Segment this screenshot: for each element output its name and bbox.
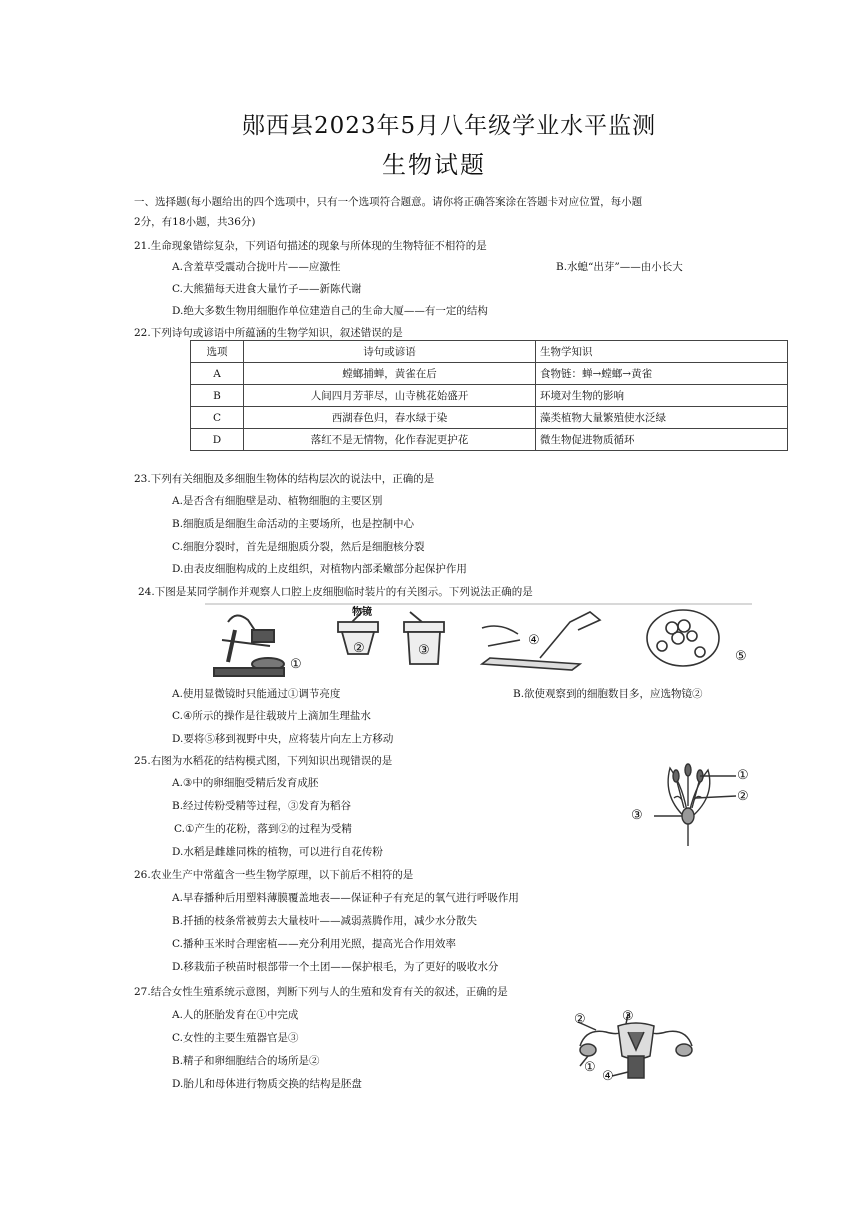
q22-table [190, 340, 788, 451]
reproductive-system-figure [566, 1010, 706, 1090]
table-cell: A [191, 363, 244, 385]
table-row [191, 363, 788, 385]
q22-stem: 22.下列诗句或谚语中所蕴涵的生物学知识，叙述错误的是 [134, 327, 403, 339]
rice-marker-2: ② [737, 789, 749, 804]
q27-option-b: B.精子和卵细胞结合的场所是② [172, 1055, 320, 1067]
q24-option-b: B.欲使观察到的细胞数目多，应选物镜② [513, 688, 703, 700]
marker-2: ② [353, 641, 365, 656]
table-cell: 食物链：蝉→螳螂→黄雀 [536, 363, 788, 385]
field-of-view-drawing [647, 610, 719, 666]
table-cell: 落红不是无情物，化作春泥更护花 [244, 429, 536, 451]
table-header-cell: 生物学知识 [536, 341, 788, 363]
q25-option-a: A.③中的卵细胞受精后发育成胚 [172, 777, 319, 789]
repro-marker-2: ② [574, 1012, 586, 1027]
q24-option-a: A.使用显微镜时只能通过①调节亮度 [172, 688, 341, 700]
q23-stem: 23.下列有关细胞及多细胞生物体的结构层次的说法中，正确的是 [134, 473, 435, 485]
q23-option-b: B.细胞质是细胞生命活动的主要场所，也是控制中心 [172, 518, 415, 530]
q24-option-d: D.要将⑤移到视野中央，应将装片向左上方移动 [172, 733, 394, 745]
q26-option-d: D.移栽茄子秧苗时根部带一个土团——保护根毛，为了更好的吸收水分 [172, 961, 499, 973]
table-cell: 藻类植物大量繁殖使水泛绿 [536, 407, 788, 429]
q23-option-c: C.细胞分裂时，首先是细胞质分裂，然后是细胞核分裂 [172, 541, 425, 553]
table-cell: 螳螂捕蝉，黄雀在后 [244, 363, 536, 385]
q25-option-b: B.经过传粉受精等过程，③发育为稻谷 [172, 800, 352, 812]
q27-stem: 27.结合女性生殖系统示意图，判断下列与人的生殖和发育有关的叙述，正确的是 [134, 986, 508, 998]
q21-option-b: B.水螅“出芽”——由小长大 [556, 261, 683, 273]
q24-stem: 24.下图是某同学制作并观察人口腔上皮细胞临时装片的有关图示。下列说法正确的是 [138, 586, 533, 598]
page-title: 郧西县2023年5月八年级学业水平监测 [242, 113, 657, 139]
q24-option-c: C.④所示的操作是往载玻片上滴加生理盐水 [172, 710, 371, 722]
q27-option-d: D.胎儿和母体进行物质交换的结构是胚盘 [172, 1078, 362, 1090]
q23-option-d: D.由表皮细胞构成的上皮组织，对植物内部柔嫩部分起保护作用 [172, 563, 467, 575]
repro-marker-4: ④ [602, 1069, 614, 1084]
rice-marker-1: ① [737, 768, 749, 783]
q26-stem: 26.农业生产中常蕴含一些生物学原理，以下前后不相符的是 [134, 869, 414, 881]
repro-marker-3: ③ [622, 1009, 634, 1024]
table-row [191, 407, 788, 429]
marker-5: ⑤ [735, 649, 747, 664]
microscope-drawing [214, 615, 284, 676]
table-header-cell: 选项 [191, 341, 244, 363]
repro-marker-1: ① [584, 1060, 596, 1075]
dropper-slide-drawing [482, 612, 600, 670]
table-cell: C [191, 407, 244, 429]
marker-3: ③ [418, 643, 430, 658]
table-cell: 西湖春色归，春水绿于染 [244, 407, 536, 429]
q25-option-c: C.①产生的花粉，落到②的过程为受精 [174, 823, 352, 835]
table-cell: 人间四月芳菲尽，山寺桃花始盛开 [244, 385, 536, 407]
q27-option-c: C.女性的主要生殖器官是③ [172, 1032, 299, 1044]
marker-1: ① [290, 657, 302, 672]
q21-stem: 21.生命现象错综复杂，下列语句描述的现象与所体现的生物特征不相符的是 [134, 240, 487, 252]
q26-option-a: A.早春播种后用塑料薄膜覆盖地表——保证种子有充足的氧气进行呼吸作用 [172, 892, 519, 904]
q27-option-a: A.人的胚胎发育在①中完成 [172, 1009, 299, 1021]
rice-flower-figure [640, 758, 750, 854]
objective-label: 物镜 [352, 607, 372, 618]
table-cell: D [191, 429, 244, 451]
table-header-cell: 诗句或谚语 [244, 341, 536, 363]
section-instructions-line1: 一、选择题(每小题给出的四个选项中，只有一个选项符合题意。请你将正确答案涂在答题卡对应位置，每小题 [134, 196, 643, 208]
q25-stem: 25.右图为水稻花的结构模式图，下列知识出现错误的是 [134, 755, 393, 767]
table-row [191, 429, 788, 451]
table-row [191, 385, 788, 407]
page-subtitle: 生物试题 [382, 151, 486, 179]
q21-option-a: A.含羞草受震动合拢叶片——应激性 [172, 261, 341, 273]
section-instructions-line2: 2分，有18小题，共36分) [134, 216, 256, 228]
q26-option-b: B.扦插的枝条常被剪去大量枝叶——减弱蒸腾作用，减少水分散失 [172, 915, 478, 927]
table-cell: 环境对生物的影响 [536, 385, 788, 407]
table-cell: 微生物促进物质循环 [536, 429, 788, 451]
marker-4: ④ [528, 633, 540, 648]
q21-option-d: D.绝大多数生物用细胞作单位建造自己的生命大厦——有一定的结构 [172, 305, 488, 317]
table-header-row [191, 341, 788, 363]
q21-option-c: C.大熊猫每天进食大量竹子——新陈代谢 [172, 283, 362, 295]
q23-option-a: A.是否含有细胞壁是动、植物细胞的主要区别 [172, 495, 383, 507]
table-cell: B [191, 385, 244, 407]
rice-marker-3: ③ [631, 808, 643, 823]
q24-figure [200, 600, 760, 680]
q26-option-c: C.播种玉米时合理密植——充分利用光照，提高光合作用效率 [172, 938, 456, 950]
q25-option-d: D.水稻是雌雄同株的植物，可以进行自花传粉 [172, 846, 383, 858]
